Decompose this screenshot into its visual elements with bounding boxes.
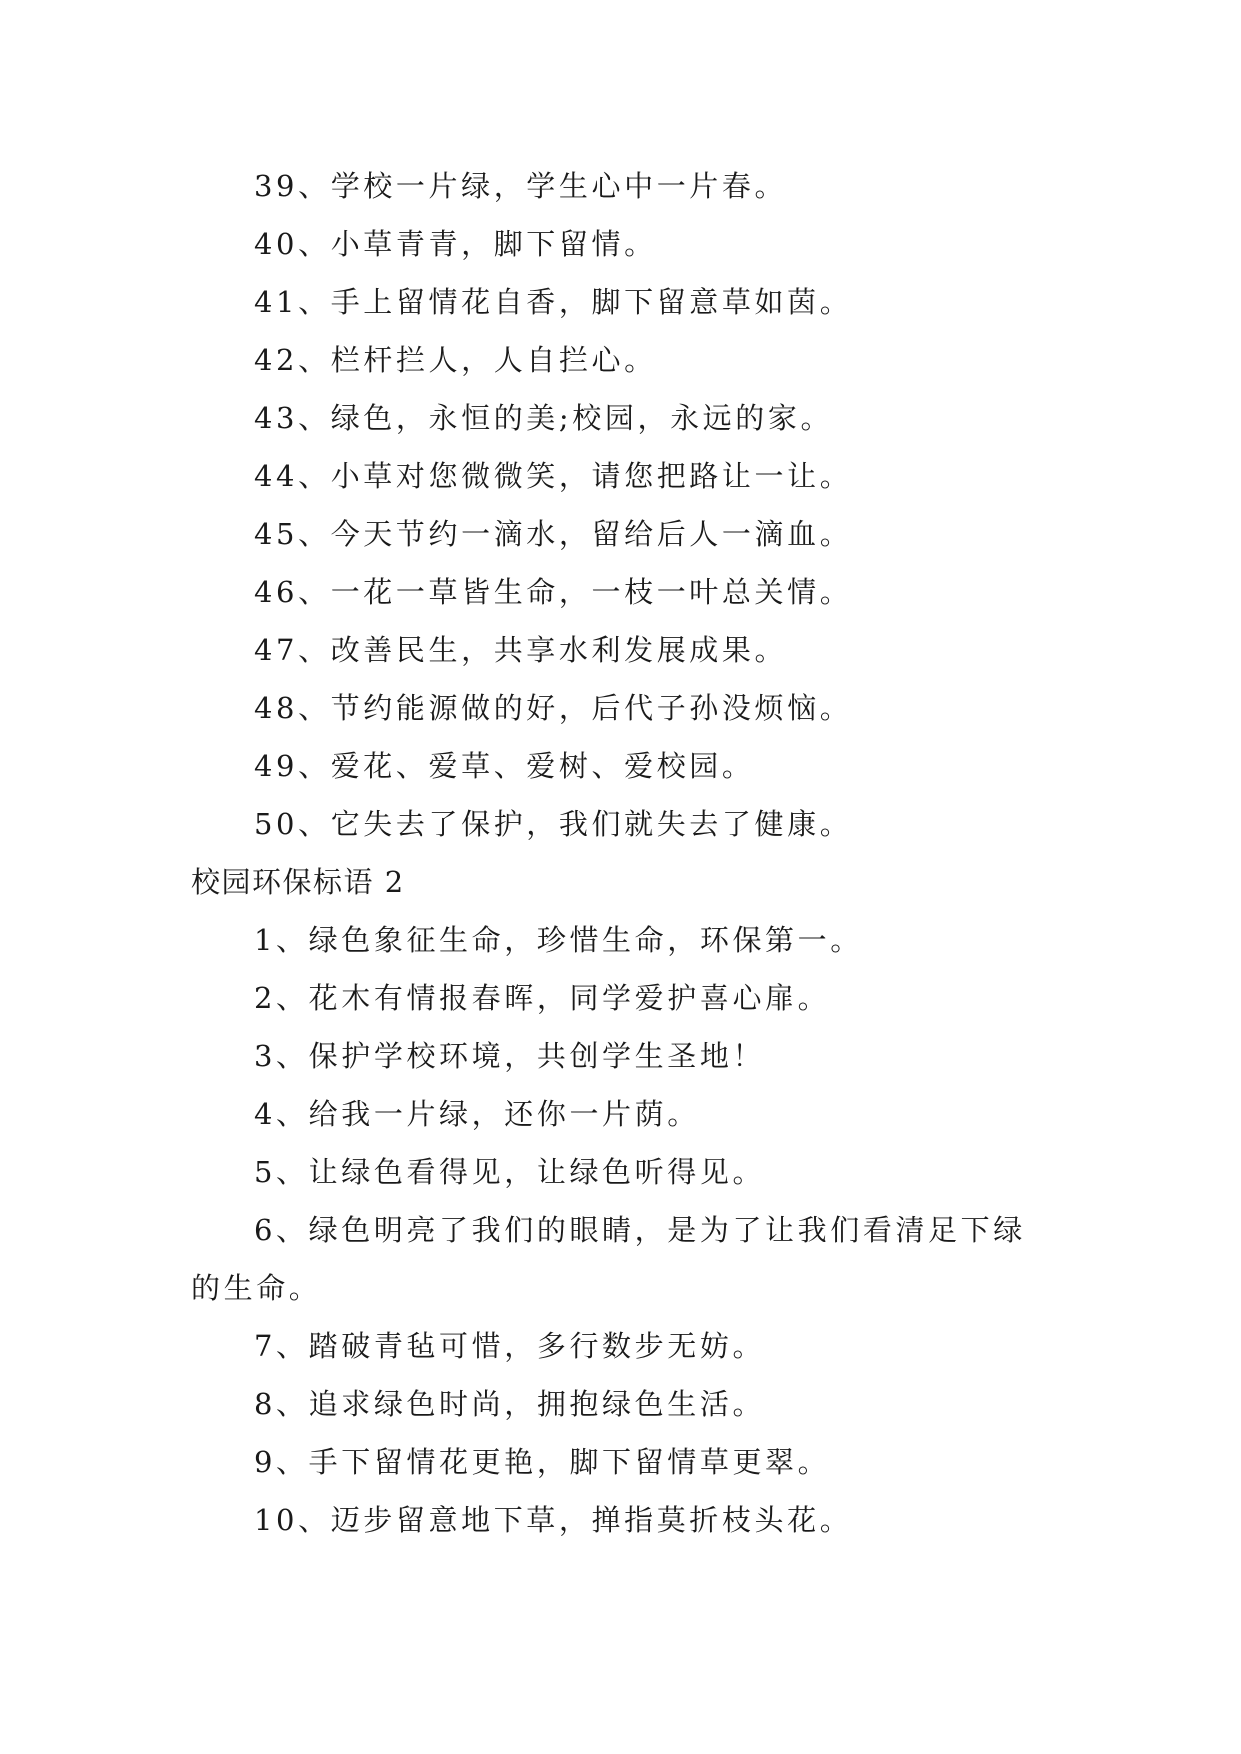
section-heading: 校园环保标语 2: [191, 865, 405, 899]
slogan-43: 43、绿色，永恒的美;校园，永远的家。: [254, 401, 834, 435]
slogan-40: 40、小草青青，脚下留情。: [254, 227, 657, 261]
slogan-44: 44、小草对您微微笑，请您把路让一让。: [254, 459, 853, 493]
slogan-8: 8、追求绿色时尚，拥抱绿色生活。: [254, 1387, 766, 1421]
slogan-4: 4、给我一片绿，还你一片荫。: [254, 1097, 700, 1131]
slogan-2: 2、花木有情报春晖，同学爱护喜心扉。: [254, 981, 831, 1015]
slogan-10: 10、迈步留意地下草，掸指莫折枝头花。: [254, 1503, 853, 1537]
slogan-45: 45、今天节约一滴水，留给后人一滴血。: [254, 517, 853, 551]
slogan-9: 9、手下留情花更艳，脚下留情草更翠。: [254, 1445, 831, 1479]
slogan-3: 3、保护学校环境，共创学生圣地！: [254, 1039, 766, 1073]
slogan-7: 7、踏破青毡可惜，多行数步无妨。: [254, 1329, 766, 1363]
slogan-50: 50、它失去了保护，我们就失去了健康。: [254, 807, 853, 841]
slogan-39: 39、学校一片绿，学生心中一片春。: [254, 169, 788, 203]
slogan-6: 6、绿色明亮了我们的眼睛，是为了让我们看清足下绿: [254, 1213, 1026, 1247]
slogan-6-continued: 的生命。: [191, 1271, 322, 1305]
slogan-41: 41、手上留情花自香，脚下留意草如茵。: [254, 285, 853, 319]
slogan-5: 5、让绿色看得见，让绿色听得见。: [254, 1155, 766, 1189]
slogan-46: 46、一花一草皆生命，一枝一叶总关情。: [254, 575, 853, 609]
slogan-47: 47、改善民生，共享水利发展成果。: [254, 633, 788, 667]
slogan-1: 1、绿色象征生命，珍惜生命，环保第一。: [254, 923, 863, 957]
slogan-49: 49、爱花、爱草、爱树、爱校园。: [254, 749, 755, 783]
slogan-42: 42、栏杆拦人，人自拦心。: [254, 343, 657, 377]
slogan-48: 48、节约能源做的好，后代子孙没烦恼。: [254, 691, 853, 725]
